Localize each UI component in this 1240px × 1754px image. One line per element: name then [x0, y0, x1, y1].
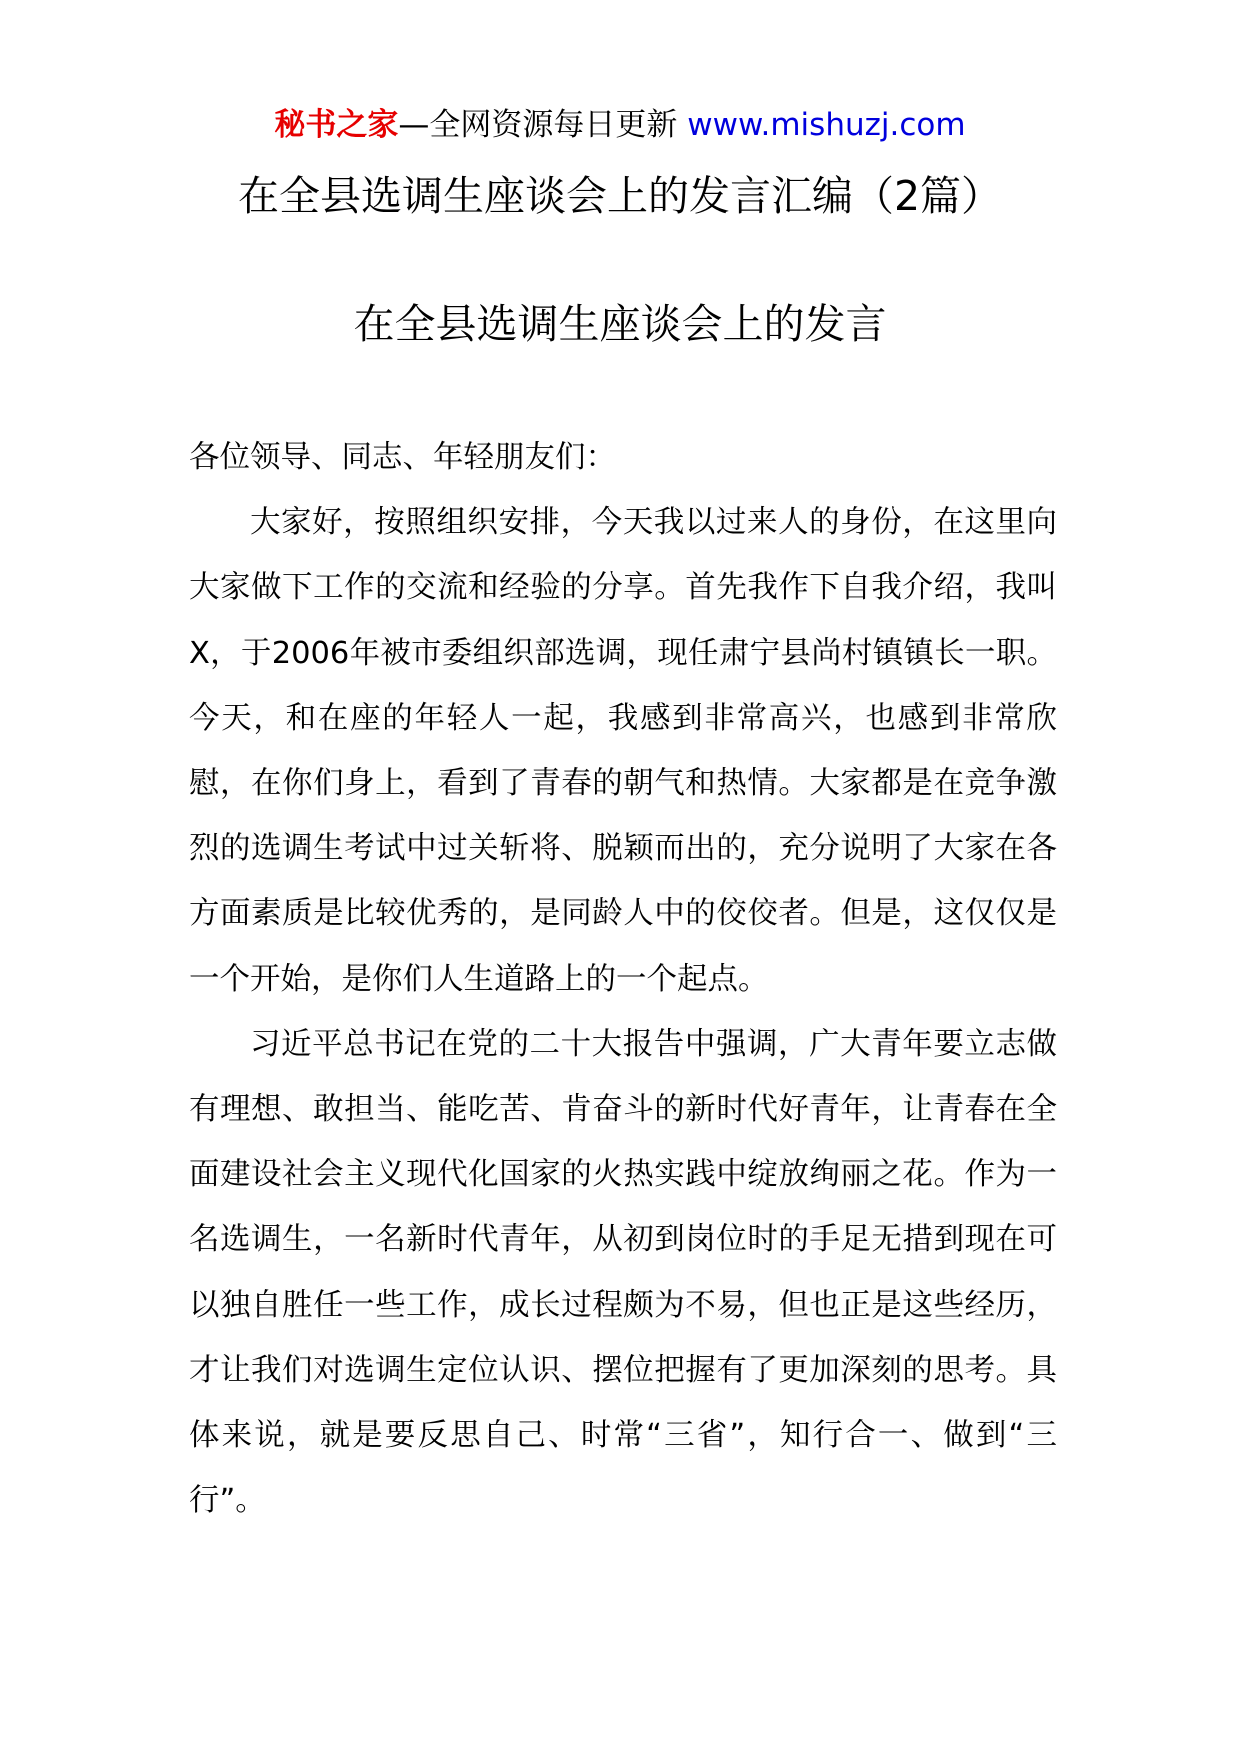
site-header: [0, 104, 1240, 146]
brand-name: 秘书之家: [274, 107, 399, 143]
document-title: 在全县选调生座谈会上的发言汇编（2篇）: [237, 172, 1003, 220]
section-title: 在全县选调生座谈会上的发言: [353, 300, 887, 348]
document-body: [189, 425, 1057, 1533]
header-tagline: —全网资源每日更新: [398, 107, 688, 143]
site-url-link[interactable]: www.mishuzj.com: [687, 107, 966, 143]
paragraph-2: 习近平总书记在党的二十大报告中强调，广大青年要立志做有理想、敢担当、能吃苦、肯奋斗的新时代好青年，让青春在全面建设社会主义现代化国家的火热实践中绽放绚丽之花。作为一名选调生，一名新时代青年，从初到岗位时的手足无措到现在可以独自胜任一些工作，成长过程颇为不易，但也正是这些经历，才让我们对选调生定位认识、摆位把握有了更加深刻的思考。具体来说，就是要反思自己、时常“三省”，知行合一、做到“三行”。: [189, 1026, 1057, 1519]
salutation: 各位领导、同志、年轻朋友们：: [189, 440, 616, 475]
paragraph-1: 大家好，按照组织安排，今天我以过来人的身份，在这里向大家做下工作的交流和经验的分享。首先我作下自我介绍，我叫X，于2006年被市委组织部选调，现任肃宁县尚村镇镇长一职。今天，和在座的年轻人一起，我感到非常高兴，也感到非常欣慰，在你们身上，看到了青春的朝气和热情。大家都是在竞争激烈的选调生考试中过关斩将、脱颖而出的，充分说明了大家在各方面素质是比较优秀的，是同龄人中的佼佼者。但是，这仅仅是一个开始，是你们人生道路上的一个起点。: [189, 505, 1057, 997]
